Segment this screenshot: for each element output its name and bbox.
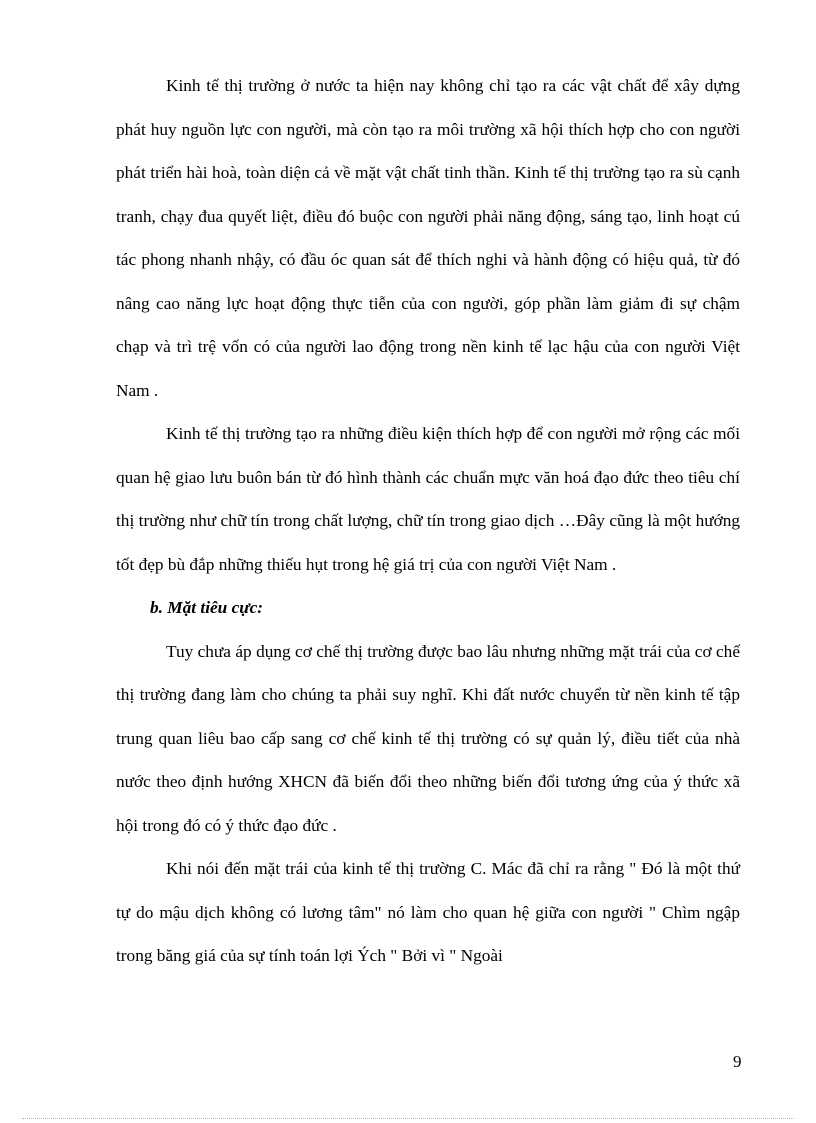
page-number: 9	[733, 1052, 742, 1071]
footer-divider	[22, 1118, 794, 1119]
paragraph-market-mechanism-downsides: Tuy chưa áp dụng cơ chế thị trường được bao lâu nhưng những mặt trái của cơ chế thị trường đang làm cho chúng ta phải suy nghĩ. Khi đất nước chuyển từ nền kinh tế tập trung quan liêu bao cấp sang cơ chế kinh tế thị trường có sự quản lý, điều tiết của nhà nước theo định hướng XHCN đã biến đổi theo những biến đổi tương ứng của ý thức xã hội trong đó có ý thức đạo đức .	[116, 641, 740, 835]
paragraph-market-economy-benefits: Kinh tế thị trường ở nước ta hiện nay không chỉ tạo ra các vật chất để xây dựng phát huy nguồn lực con người, mà còn tạo ra môi trường xã hội thích hợp cho con người phát triển hài hoà, toàn diện cả về mặt vật chất tinh thần. Kinh tế thị trường tạo ra sù cạnh tranh, chạy đua quyết liệt, điều đó buộc con người phải năng động, sáng tạo, linh hoạt cú tác phong nhanh nhậy, có đầu óc quan sát để thích nghi và hành động có hiệu quả, từ đó nâng cao năng lực hoạt động thực tiễn của con người, góp phần làm giảm đi sự chậm chạp và trì trệ vốn có của người lao động trong nền kinh tế lạc hậu của con người Việt Nam .	[116, 76, 740, 400]
paragraph-marx-quote: Khi nói đến mặt trái của kinh tế thị trường C. Mác đã chỉ ra rằng " Đó là một thứ tự do mậu dịch không có lương tâm" nó làm cho quan hệ giữa con người " Chìm ngập trong băng giá của sự tính toán lợi Ých " Bởi vì " Ngoài	[116, 859, 740, 965]
page-body	[116, 64, 740, 978]
paragraph-market-economy-relations: Kinh tế thị trường tạo ra những điều kiện thích hợp để con người mở rộng các mối quan hệ giao lưu buôn bán từ đó hình thành các chuẩn mực văn hoá đạo đức theo tiêu chí thị trường như chữ tín trong chất lượng, chữ tín trong giao dịch …Đây cũng là một hướng tốt đẹp bù đắp những thiếu hụt trong hệ giá trị của con người Việt Nam .	[116, 424, 740, 574]
section-heading-negative-side: b. Mặt tiêu cực:	[150, 598, 264, 617]
